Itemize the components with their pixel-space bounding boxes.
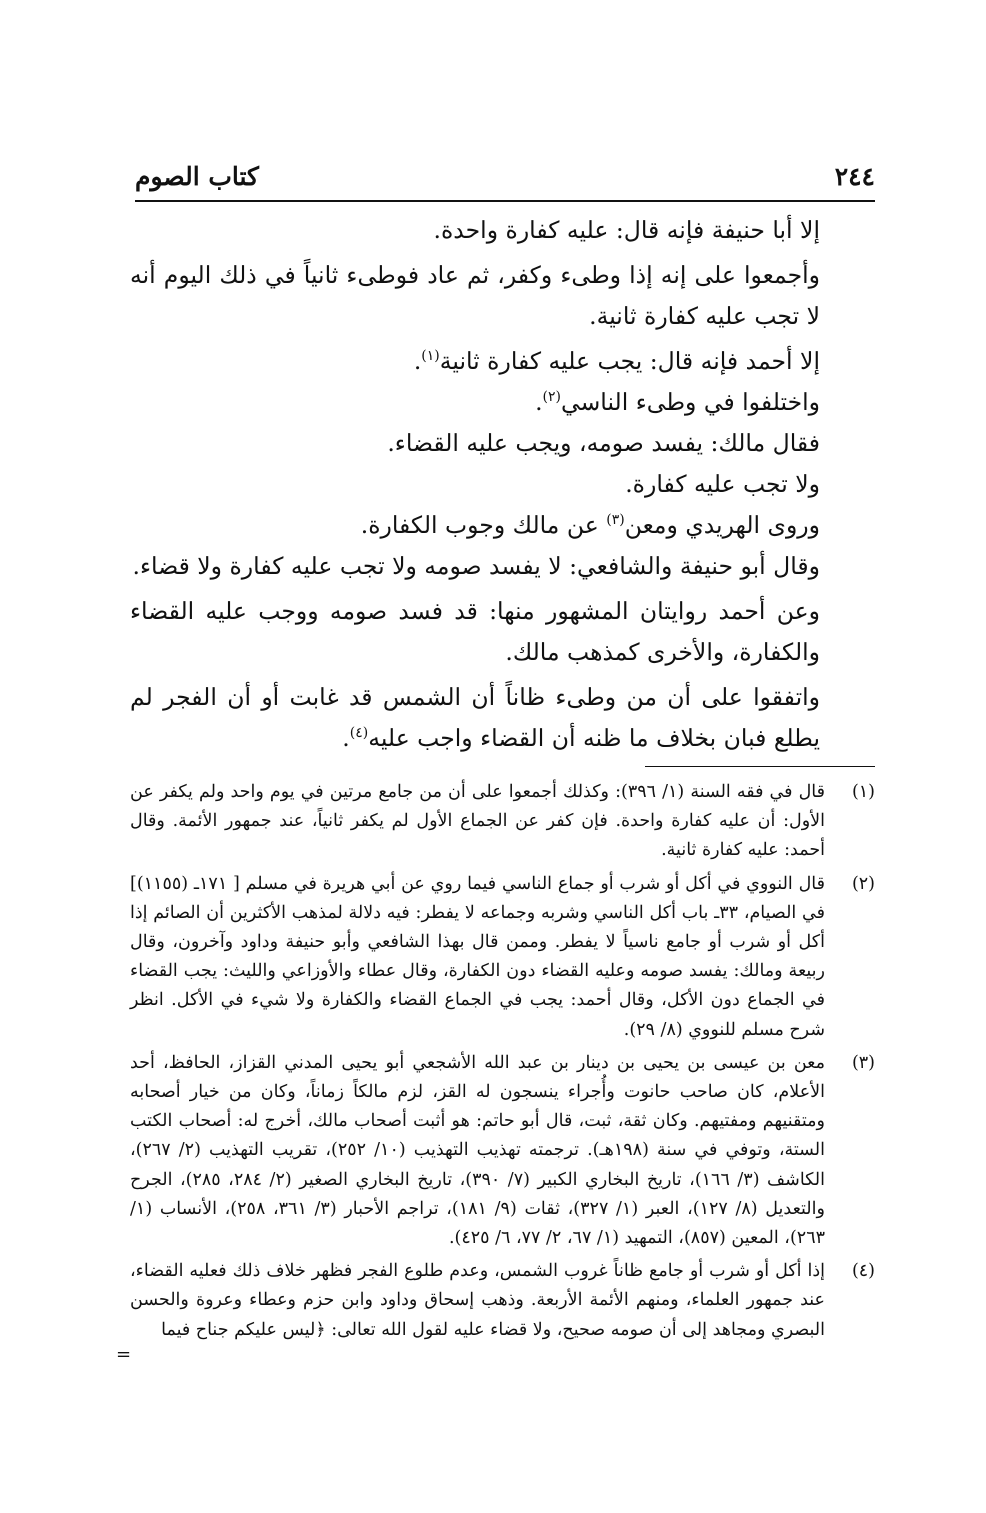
footnote-number: (١) (851, 782, 875, 802)
footnote-number: (٢) (851, 873, 875, 894)
paragraph: فقال مالك: يفسد صومه، ويجب عليه القضاء. (387, 429, 820, 457)
footnote-reference: (٣) (606, 512, 625, 529)
footnote-text: قال النووي في أكل أو شرب أو جماع الناسي فيما روي عن أبي هريرة في مسلم [ ١٧١ـ (١١٥٥)] في الصيام، ٣٣ـ باب أكل الناسي وشربه وجماعه لا يفطر: فيه دلالة لمذهب الأكثرين أن الصائم إذا أكل أو شرب أو جامع ناسياً لا يفطر. وممن قال بهذا الشافعي وأبو حنيفة وداود وآخرون، وقال ربيعة ومالك: يفسد صومه وعليه القضاء دون الكفارة، وقال عطاء والأوزاعي والليث: يجب القضاء في الجماع دون الأكل، وقال أحمد: يجب في الجماع القضاء والكفارة ولا شيء في الأكل. انظر شرح مسلم للنووي (٨/ ٢٩). (130, 873, 825, 1040)
footnote-text: إذا أكل أو شرب أو جامع ظاناً غروب الشمس، وعدم طلوع الفجر فظهر خلاف ذلك فعليه القضاء، عند جمهور العلماء، ومنهم الأئمة الأربعة. وذهب إسحاق وداود وابن حزم وعطاء وعروة والحسن البصري ومجاهد إلى أن صومه صحيح، ولا قضاء عليه لقول الله تعالى: ﴿ليس عليكم جناح فيما (130, 1261, 825, 1340)
footnote-text: قال في فقه السنة (١/ ٣٩٦): وكذلك أجمعوا على أن من جامع مرتين في يوم واحد ولم يكفر عن الأول: أن عليه كفارة واحدة. فإن كفر عن الجماع الأول لم يكفر ثانياً، عند جمهور الأئمة. وقال أحمد: عليه كفارة ثانية. (130, 782, 825, 861)
footnote-reference: (٢) (542, 389, 562, 406)
footnote-number: (٤) (851, 1261, 875, 1282)
footnote-reference: (١) (421, 348, 440, 365)
footnote (130, 870, 875, 1045)
continuation-mark: = (116, 1344, 132, 1365)
paragraph: ولا تجب عليه كفارة. (625, 470, 820, 498)
footnote-text: معن بن عيسى بن يحيى بن دينار بن عبد الله الأشجعي أبو يحيى المدني القزاز، الحافظ، أحد الأعلام، كان صاحب حانوت وأُجراء ينسجون له القز، لزم مالكاً زماناً، وكان من خيار أصحابه ومتقنيهم ومفتيهم. وكان ثقة، ثبت، قال أبو حاتم: هو أثبت أصحاب مالك، أخرج له: أصحاب الكتب الستة، وتوفي في سنة (١٩٨هـ). ترجمته تهذيب التهذيب (١٠/ ٢٥٢)، تقريب التهذيب (٢/ ٢٦٧)، الكاشف (٣/ ١٦٦)، تاريخ البخاري الكبير (٧/ ٣٩٠)، تاريخ البخاري الصغير (٢/ ٢٨٤، ٢٨٥)، الجرح والتعديل (٨/ ١٢٧)، العبر (١/ ٣٢٧)، ثقات (٩/ ١٨١)، تراجم الأحبار (٣/ ٣٦١، ٢٥٨)، الأنساب (١/ ٢٦٣)، المعين (٨٥٧)، التمهيد (١/ ٦٧، ٢/ ٧٧، ٦/ ٤٢٥). (130, 1052, 826, 1249)
paragraph: وعن أحمد روايتان المشهور منها: قد فسد صومه ووجب عليه القضاء والكفارة، والأخرى كمذهب مالك. (130, 597, 820, 666)
footnotes (130, 778, 875, 1349)
paragraph: إلا أبا حنيفة فإنه قال: عليه كفارة واحدة. (433, 216, 820, 244)
footnote-number: (٣) (851, 1052, 875, 1073)
book-title: كتاب الصوم (135, 162, 259, 191)
paragraph: إلا أحمد فإنه قال: يجب عليه كفارة ثانية$^{(١)}$. (413, 347, 820, 375)
footnote (130, 778, 875, 866)
paragraph: وروى الهريدي ومعن$^{(٣)}$ عن مالك وجوب الكفارة. (360, 511, 820, 539)
footnote-divider (645, 766, 875, 767)
paragraph: وقال أبو حنيفة والشافعي: لا يفسد صومه ولا تجب عليه كفارة ولا قضاء. (132, 552, 820, 580)
page-number: ٢٤٤ (834, 162, 875, 191)
footnote (130, 1257, 875, 1345)
header-divider (135, 200, 875, 202)
footnote (130, 1049, 875, 1253)
paragraph: وأجمعوا على إنه إذا وطىء وكفر، ثم عاد فوطىء ثانياً في ذلك اليوم أنه لا تجب عليه كفارة ثانية. (130, 261, 820, 330)
page-header (135, 160, 875, 200)
paragraph: واختلفوا في وطىء الناسي$^{(٢)}$. (535, 388, 820, 416)
footnote-reference: (٤) (349, 725, 369, 742)
main-text (130, 210, 875, 759)
paragraph: واتفقوا على أن من وطىء ظاناً أن الشمس قد غابت أو أن الفجر لم يطلع فبان بخلاف ما ظنه أن القضاء واجب عليه$^{(٤)}$. (130, 683, 820, 752)
